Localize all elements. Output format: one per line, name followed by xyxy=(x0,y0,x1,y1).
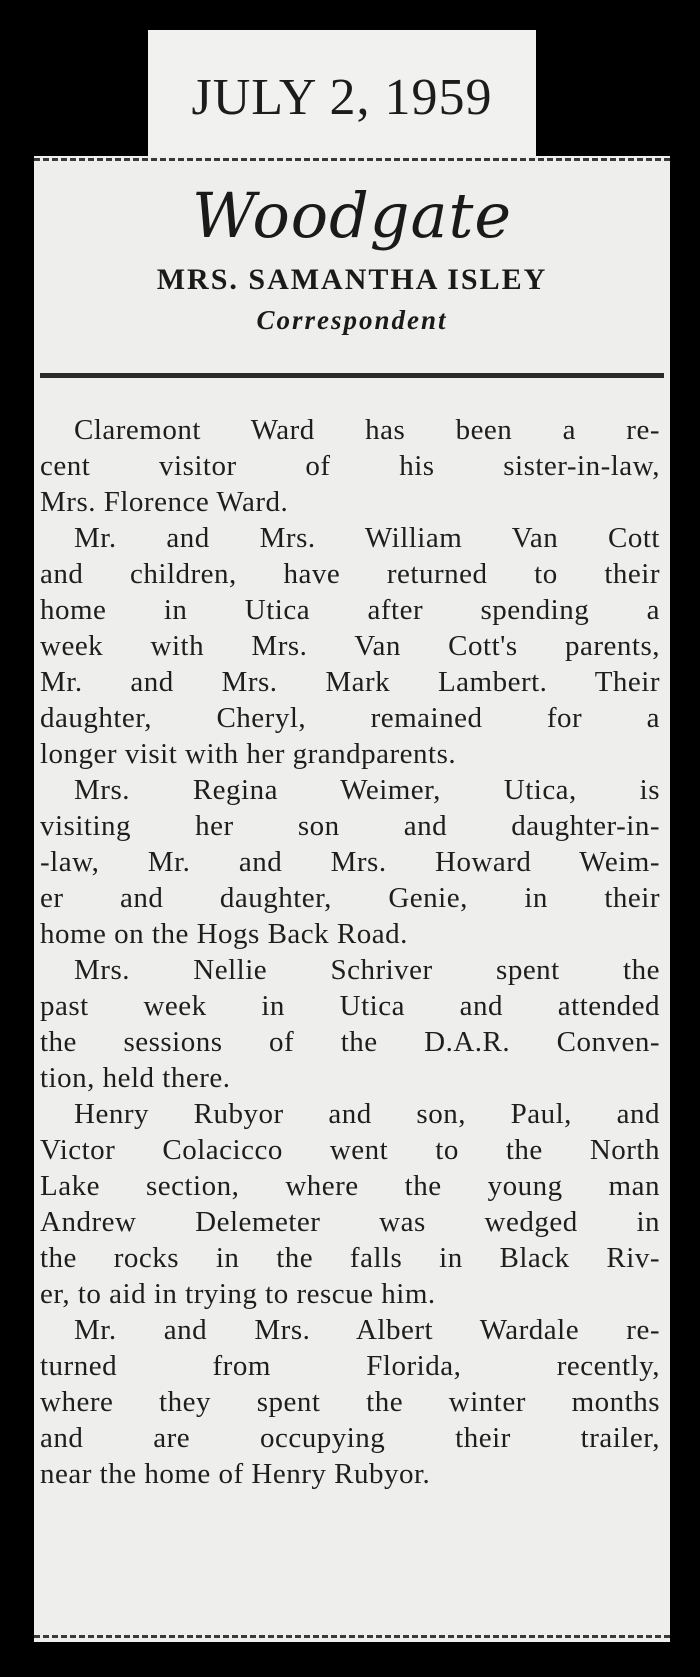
text-line: Mrs. Regina Weimer, Utica, is xyxy=(74,774,660,806)
text-line: daughter, Cheryl, remained for a xyxy=(40,702,660,734)
text-line: visiting her son and daughter-in- xyxy=(40,810,660,842)
text-line: turned from Florida, recently, xyxy=(40,1350,660,1382)
text-line: longer visit with her grandparents. xyxy=(40,738,457,770)
masthead-divider xyxy=(40,373,664,378)
text-line: and children, have returned to their xyxy=(40,558,660,590)
text-line: home in Utica after spending a xyxy=(40,594,660,626)
bottom-cut-edge xyxy=(34,1635,670,1638)
correspondent-role: Correspondent xyxy=(256,305,448,335)
text-line: home on the Hogs Back Road. xyxy=(40,918,408,950)
text-line: past week in Utica and attended xyxy=(40,990,660,1022)
news-item xyxy=(40,412,660,520)
text-line: er, to aid in trying to rescue him. xyxy=(40,1278,436,1310)
news-item xyxy=(40,952,660,1096)
column-title: Woodgate xyxy=(191,179,513,252)
text-line: Lake section, where the young man xyxy=(40,1170,660,1202)
text-line: week with Mrs. Van Cott's parents, xyxy=(40,630,660,662)
news-item xyxy=(40,1096,660,1312)
news-item xyxy=(40,1312,660,1492)
publication-date: JULY 2, 1959 xyxy=(191,68,493,126)
text-line: Mr. and Mrs. Albert Wardale re- xyxy=(74,1314,660,1346)
text-line: er and daughter, Genie, in their xyxy=(40,882,660,914)
text-line: cent visitor of his sister-in-law, xyxy=(40,450,660,482)
text-line: Henry Rubyor and son, Paul, and xyxy=(74,1098,660,1130)
newspaper-clipping xyxy=(34,156,670,1642)
article-body xyxy=(40,412,660,1492)
text-line: Mr. and Mrs. Mark Lambert. Their xyxy=(40,666,660,698)
text-line: Mr. and Mrs. William Van Cott xyxy=(74,522,660,554)
text-line: Mrs. Florence Ward. xyxy=(40,486,289,518)
text-line: and are occupying their trailer, xyxy=(40,1422,660,1454)
text-line: the rocks in the falls in Black Riv- xyxy=(40,1242,660,1274)
date-clipping xyxy=(148,30,536,156)
text-line: tion, held there. xyxy=(40,1062,231,1094)
text-line: Mrs. Nellie Schriver spent the xyxy=(74,954,660,986)
text-line: near the home of Henry Rubyor. xyxy=(40,1458,431,1490)
text-line: -law, Mr. and Mrs. Howard Weim- xyxy=(40,846,660,878)
text-line: Claremont Ward has been a re- xyxy=(74,414,660,446)
news-item xyxy=(40,772,660,952)
text-line: Andrew Delemeter was wedged in xyxy=(40,1206,660,1238)
top-cut-edge xyxy=(34,158,670,161)
news-item xyxy=(40,520,660,772)
correspondent-name: MRS. SAMANTHA ISLEY xyxy=(156,263,548,296)
text-line: where they spent the winter months xyxy=(40,1386,660,1418)
text-line: Victor Colacicco went to the North xyxy=(40,1134,660,1166)
text-line: the sessions of the D.A.R. Conven- xyxy=(40,1026,660,1058)
column-masthead xyxy=(34,180,670,338)
